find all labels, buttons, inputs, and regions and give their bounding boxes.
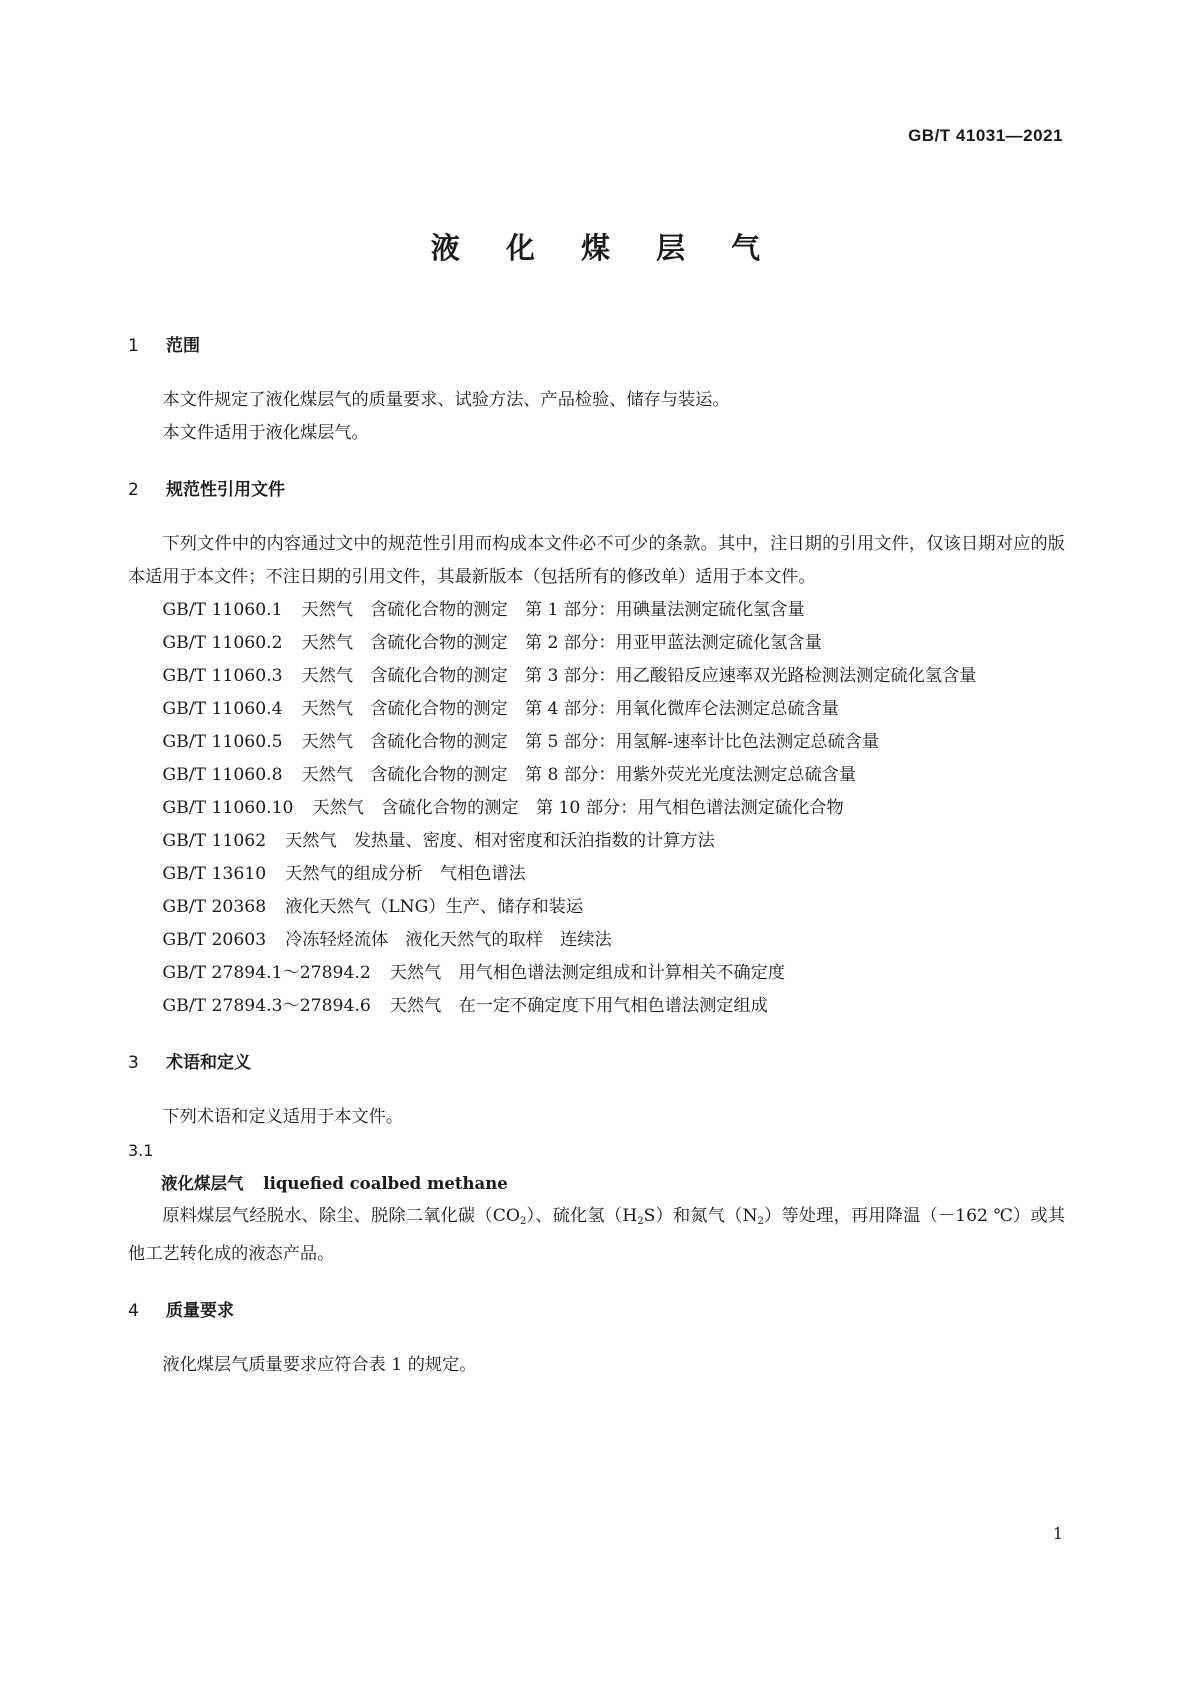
reference-title: 液化天然气（LNG）生产、储存和装运 [285,897,584,917]
reference-code: GB/T 11062 [162,831,267,851]
reference-title: 天然气的组成分析 气相色谱法 [285,864,526,884]
section-3-heading [128,1047,1065,1079]
reference-title: 天然气 含硫化合物的测定 第 1 部分：用碘量法测定硫化氢含量 [301,600,805,620]
reference-code: GB/T 11060.1 [162,600,283,620]
reference-item [128,627,1065,660]
definition-text: ）等处理，再用降温（－162 ℃）或其他工艺转化成的液态产品。 [128,1206,1066,1264]
term-chinese: 液化煤层气 [161,1174,244,1193]
reference-item [128,858,1065,891]
page-number: 1 [1052,1524,1063,1543]
section-title: 范围 [166,336,200,356]
reference-code: GB/T 11060.2 [162,633,283,653]
subscript: 2 [757,1216,764,1227]
reference-code: GB/T 20368 [162,897,267,917]
section-number: 4 [128,1301,139,1321]
reference-code: GB/T 20603 [162,930,267,950]
reference-item [128,660,1065,693]
reference-code: GB/T 11060.10 [162,798,294,818]
reference-item [128,990,1065,1023]
reference-code: GB/T 27894.3～27894.6 [162,996,371,1016]
reference-code: GB/T 27894.1～27894.2 [162,963,371,983]
scope-paragraph: 本文件规定了液化煤层气的质量要求、试验方法、产品检验、储存与装运。 [162,390,730,410]
section-number: 1 [128,336,139,356]
term-definition [128,1200,1065,1271]
reference-title: 冷冻轻烃流体 液化天然气的取样 连续法 [285,930,612,950]
reference-title: 天然气 发热量、密度、相对密度和沃泊指数的计算方法 [285,831,715,851]
definition-text: ）、硫化氢（H [526,1206,638,1226]
section-title: 质量要求 [166,1301,234,1321]
standard-number: GB/T 41031—2021 [908,126,1063,145]
reference-code: GB/T 11060.3 [162,666,283,686]
definition-text: S）和氮气（N [643,1206,758,1226]
section-number: 2 [128,480,139,500]
section-title: 术语和定义 [166,1053,251,1073]
reference-item [128,825,1065,858]
reference-title: 天然气 含硫化合物的测定 第 5 部分：用氢解-速率计比色法测定总硫含量 [301,732,880,752]
term-entry [128,1167,1065,1200]
reference-item [128,594,1065,627]
scope-paragraph: 本文件适用于液化煤层气。 [162,423,369,443]
reference-item [128,891,1065,924]
reference-item [128,759,1065,792]
reference-list [128,594,1065,1023]
reference-title: 天然气 含硫化合物的测定 第 4 部分：用氧化微库仑法测定总硫含量 [301,699,839,719]
references-intro: 下列文件中的内容通过文中的规范性引用而构成本文件必不可少的条款。其中，注日期的引用文件，仅该日期对应的版本适用于本文件；不注日期的引用文件，其最新版本（包括所有的修改单）适用于本文件。 [128,534,1065,587]
document-title: 液 化 煤 层 气 [430,231,779,265]
reference-title: 天然气 用气相色谱法测定组成和计算相关不确定度 [389,963,786,983]
reference-code: GB/T 11060.4 [162,699,283,719]
reference-item [128,792,1065,825]
reference-code: GB/T 11060.8 [162,765,283,785]
reference-title: 天然气 含硫化合物的测定 第 8 部分：用紫外荧光光度法测定总硫含量 [301,765,857,785]
clause-number: 3.1 [128,1141,154,1160]
quality-paragraph: 液化煤层气质量要求应符合表 1 的规定。 [162,1355,477,1375]
reference-code: GB/T 11060.5 [162,732,283,752]
reference-title: 天然气 含硫化合物的测定 第 2 部分：用亚甲蓝法测定硫化氢含量 [301,633,822,653]
reference-item [128,957,1065,990]
subscript: 2 [637,1216,644,1227]
document-body [128,330,1065,1382]
term-english: liquefied coalbed methane [263,1174,508,1193]
reference-title: 天然气 含硫化合物的测定 第 10 部分：用气相色谱法测定硫化合物 [312,798,844,818]
subscript: 2 [519,1216,527,1227]
reference-title: 天然气 在一定不确定度下用气相色谱法测定组成 [389,996,768,1016]
section-title: 规范性引用文件 [166,480,285,500]
section-4-heading [128,1295,1065,1327]
terms-intro: 下列术语和定义适用于本文件。 [162,1107,404,1127]
reference-item [128,726,1065,759]
reference-title: 天然气 含硫化合物的测定 第 3 部分：用乙酸铅反应速率双光路检测法测定硫化氢含量 [301,666,977,686]
reference-item [128,693,1065,726]
definition-text: 原料煤层气经脱水、除尘、脱除二氧化碳（CO [162,1206,520,1226]
section-2-heading [128,474,1065,506]
section-1-heading [128,330,1065,362]
reference-item [128,924,1065,957]
reference-code: GB/T 13610 [162,864,267,884]
section-number: 3 [128,1053,139,1073]
